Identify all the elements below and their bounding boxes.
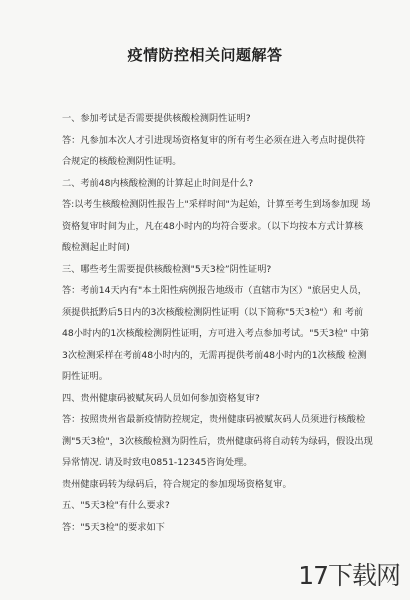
answer-1: 答：凡参加本次人才引进现场资格复审的所有考生必须在进入考点时提供符 合规定的核酸检测阴性证明。 [62, 134, 366, 167]
question-1: 一、参加考试是否需要提供核酸检测阴性证明? [62, 113, 251, 124]
page-title: 疫情防控相关问题解答 [127, 46, 283, 64]
question-5: 五、"5天3检"有什么要求? [62, 500, 170, 511]
answer-2: 答:以考生核酸检测阴性报告上"采样时间"为起始，计算至考生到场参加现 场资格复审时间为止，凡在48小时内的均符合要求。（以下均按本方式计算核 酸检测起止时间) [62, 199, 371, 253]
answer-3: 答：考前14天内有"本土阳性病例报告地级市（直辖市为区）"旅居史人员，须提供抵黔后5日内的3次核酸检测阴性证明（以下简称"5天3检"）和 考前48小时内的1次核酸检测阴性证明，方可进入考点参加考试。"5天3检" 中第3次检测采样在考前48小时内的，无需再提供考前48小时内的1次核酸 检测阴性证明。 [62, 285, 370, 382]
document-body [62, 108, 374, 538]
site-watermark: 17下载网 [298, 561, 400, 590]
answer-4-followup: 贵州健康码转为绿码后，符合规定的参加现场资格复审。 [62, 478, 292, 490]
answer-5: 答："5天3检"的要求如下 [62, 521, 165, 533]
question-4: 四、贵州健康码被赋灰码人员如何参加资格复审? [62, 392, 260, 404]
question-3: 三、哪些考生需要提供核酸检测"5天3检”阴性证明? [62, 263, 272, 275]
answer-4: 答：按照贵州省最新疫情防控规定，贵州健康码被赋灰码人员须进行核酸检 测"5天3检"，3次核酸检测为阴性后，贵州健康码将自动转为绿码，假设出现 异常情况. 请及时致电0851-12345咨询处理。 [62, 414, 373, 468]
question-2: 二、考前48内核酸检测的计算起止时间是什么? [62, 177, 254, 189]
